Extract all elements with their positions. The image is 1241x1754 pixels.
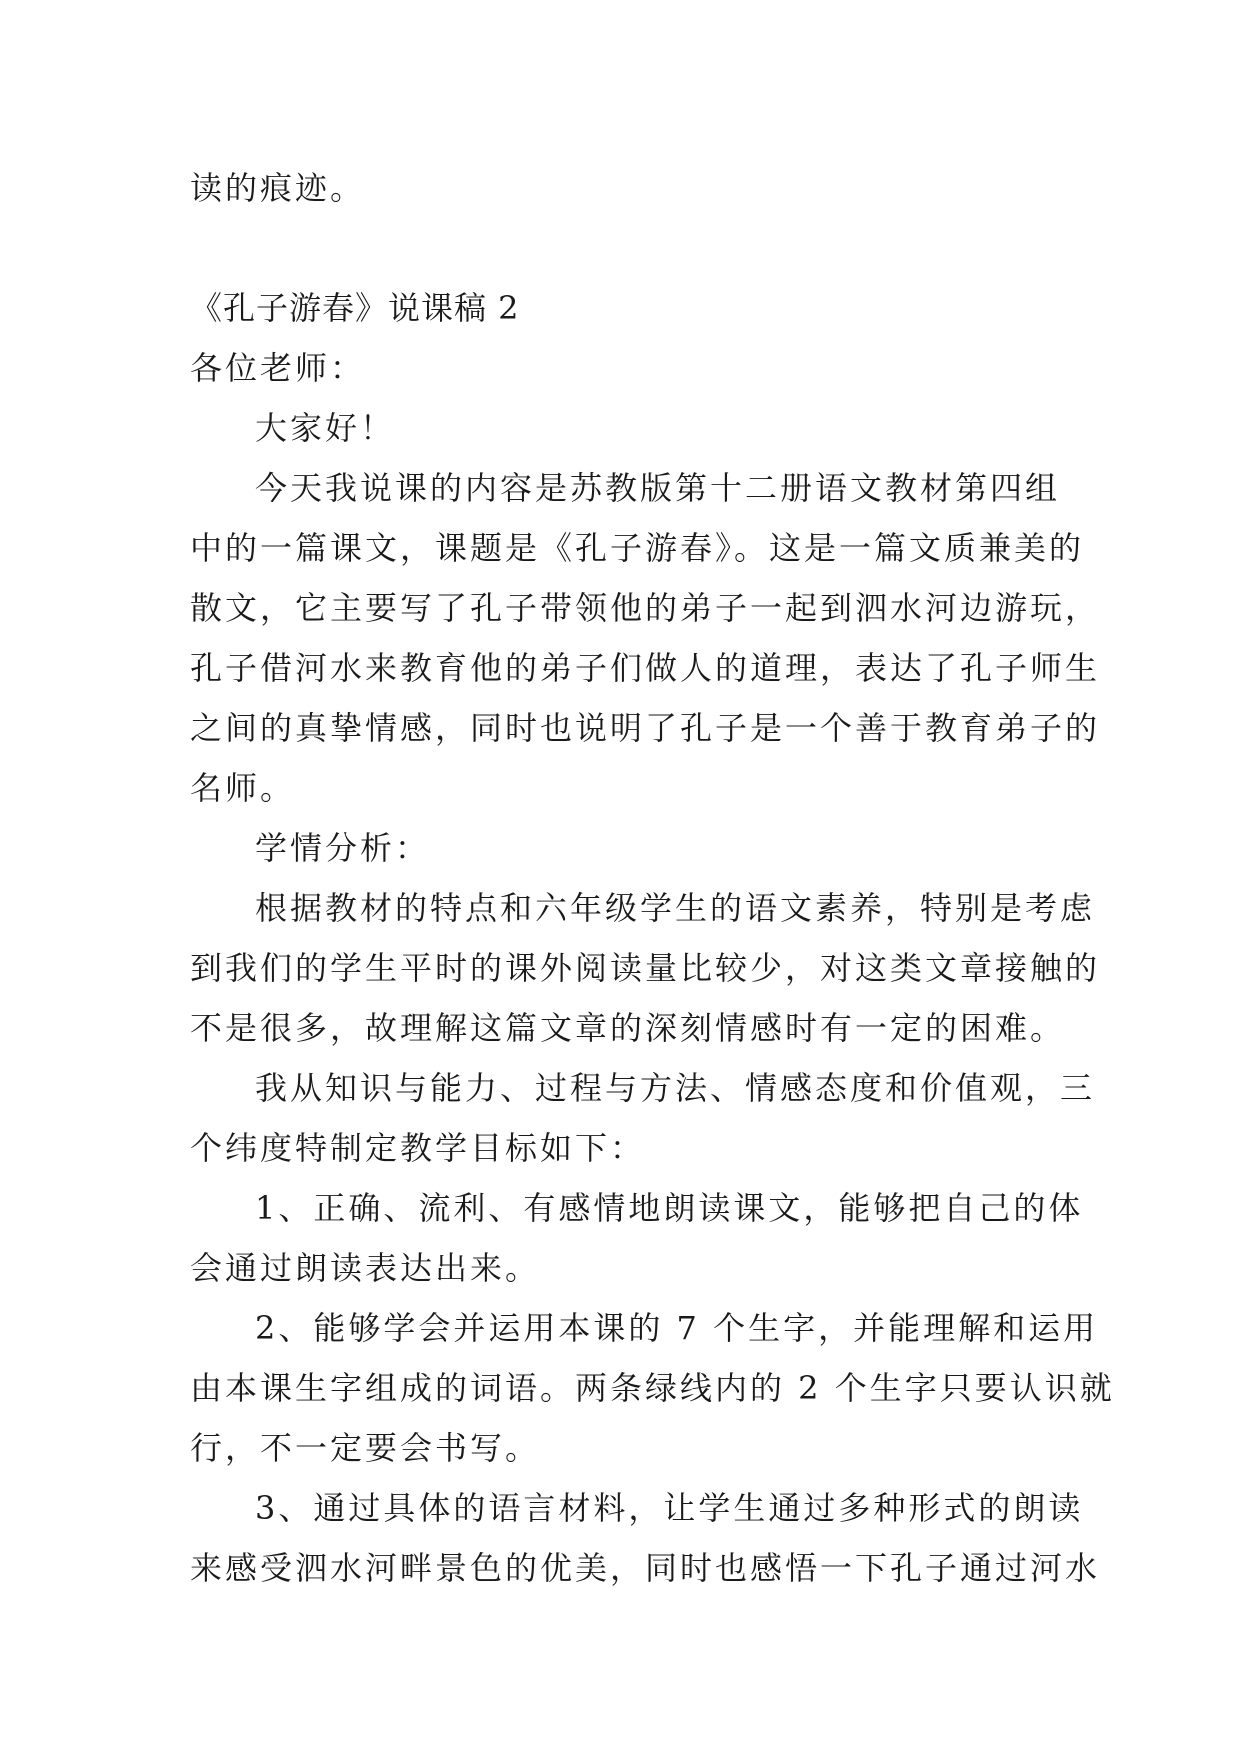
analysis-heading: 学情分析： bbox=[255, 829, 431, 867]
intro-line: 名师。 bbox=[190, 769, 296, 807]
intro-line: 今天我说课的内容是苏教版第十二册语文教材第四组 bbox=[255, 469, 1061, 507]
goal-3-line: 来感受泗水河畔景色的优美，同时也感悟一下孔子通过河水 bbox=[190, 1549, 1101, 1587]
goal-2-line: 由本课生字组成的词语。两条绿线内的 2 个生字只要认识就 bbox=[190, 1369, 1115, 1407]
paragraph-gap bbox=[190, 218, 1062, 278]
goals-intro-line: 个纬度特制定教学目标如下： bbox=[190, 1129, 646, 1167]
goal-1-line: 会通过朗读表达出来。 bbox=[190, 1249, 541, 1287]
intro-line: 孔子借河水来教育他的弟子们做人的道理，表达了孔子师生 bbox=[190, 649, 1101, 687]
salutation: 各位老师： bbox=[190, 349, 366, 387]
analysis-line: 不是很多，故理解这篇文章的深刻情感时有一定的困难。 bbox=[190, 1009, 1066, 1047]
goal-3-line: 3、通过具体的语言材料，让学生通过多种形式的朗读 bbox=[255, 1489, 1084, 1527]
goal-1-line: 1、正确、流利、有感情地朗读课文，能够把自己的体 bbox=[255, 1189, 1084, 1227]
lead-fragment: 读的痕迹。 bbox=[190, 169, 366, 207]
intro-line: 中的一篇课文，课题是《孔子游春》。这是一篇文质兼美的 bbox=[190, 529, 1085, 567]
analysis-line: 到我们的学生平时的课外阅读量比较少，对这类文章接触的 bbox=[190, 949, 1101, 987]
goal-2-line: 2、能够学会并运用本课的 7 个生字，并能理解和运用 bbox=[255, 1309, 1099, 1347]
goals-intro-line: 我从知识与能力、过程与方法、情感态度和价值观，三 bbox=[255, 1069, 1096, 1107]
intro-line: 散文，它主要写了孔子带领他的弟子一起到泗水河边游玩， bbox=[190, 589, 1101, 627]
document-body bbox=[190, 158, 1115, 1598]
document-title: 《孔子游春》说课稿 2 bbox=[190, 289, 520, 327]
analysis-line: 根据教材的特点和六年级学生的语文素养，特别是考虑 bbox=[255, 889, 1096, 927]
intro-line: 之间的真挚情感，同时也说明了孔子是一个善于教育弟子的 bbox=[190, 709, 1101, 747]
goal-2-line: 行，不一定要会书写。 bbox=[190, 1429, 541, 1467]
greeting: 大家好！ bbox=[255, 409, 396, 447]
